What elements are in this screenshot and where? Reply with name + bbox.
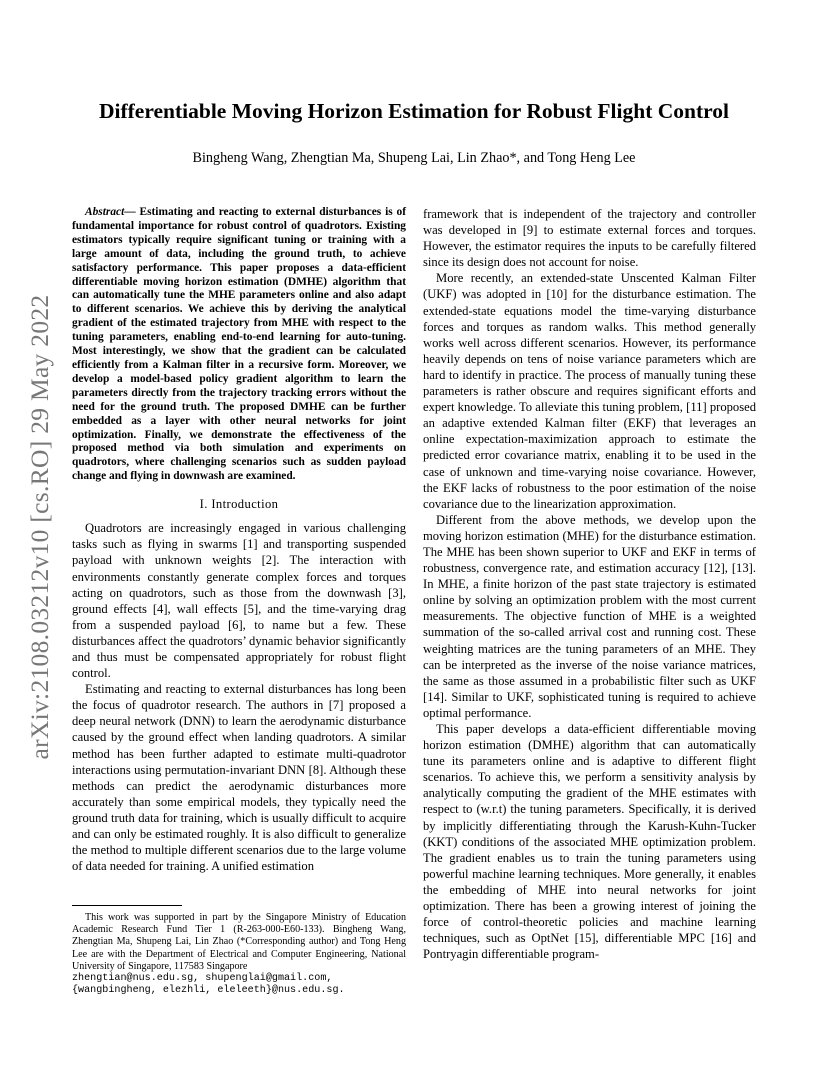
intro-paragraph: Different from the above methods, we develop upon the moving horizon estimation (MHE) for the disturbance estimation. The MHE has been shown superior to UKF and EKF in terms of robustness, convergence rate, and estimation accuracy [12], [13]. In MHE, a finite horizon of the past state trajectory is estimated online by solving an optimization problem with the most current measurements. The objective function of MHE is a weighted summation of the so-called arrival cost and running cost. These weighting matrices are the tuning parameters of an MHE. They can be interpreted as the inverse of the noise variance matrices, the same as those assumed in a probabilistic filter such as UKF [14]. Similar to UKF, sophisticated tuning is required to achieve optimal performance. — [423, 512, 756, 720]
footnote-text: This work was supported in part by the Singapore Ministry of Education Academic Research Fund Tier 1 (R-263-000-E60-133). Bingheng Wang, Zhengtian Ma, Shupeng Lai, Lin Zhao (*Corresponding author) and Tong Heng Lee are with the Department of Electrical and Computer Engineering, National University of Singapore, 117583 Singapore — [72, 912, 406, 972]
footnote-rule — [72, 905, 182, 906]
section-heading-introduction: I. Introduction — [199, 497, 279, 512]
left-column — [72, 206, 406, 874]
right-column — [423, 206, 756, 962]
footnote — [72, 912, 406, 997]
footnote-email-1: zhengtian@nus.edu.sg, shupenglai@gmail.com, — [72, 973, 333, 985]
intro-paragraph: Estimating and reacting to external disturbances has long been the focus of quadrotor research. The authors in [7] proposed a deep neural network (DNN) to learn the aerodynamic disturbance caused by the ground effect when landing quadrotors. A similar method has been further adapted to estimate multi-quadrotor interactions using permutation-invariant DNN [8]. Although these methods can predict the aerodynamic disturbances more accurately than some empirical models, they typically need the ground truth data for training, which is usually difficult to acquire and can only be estimated roughly. It is also difficult to generalize the method to multiple different scenarios due to the large volume of data needed for training. A unified estimation — [72, 682, 406, 874]
arxiv-identifier: arXiv:2108.03212v10 [cs.RO] 29 May 2022 — [25, 294, 54, 760]
intro-paragraph: More recently, an extended-state Unscented Kalman Filter (UKF) was adopted in [10] for the disturbance estimation. The extended-state equations model the time-varying disturbance forces and torques as random walks. This method generally works well across different scenarios. However, its performance heavily depends on tens of noise variance parameters which are hard to identify in practice. The process of manually tuning these parameters is rather obscure and requires significant efforts and expert knowledge. To alleviate this tuning problem, [11] proposed an adaptive extended Kalman filter (EKF) that leverages an online expectation-maximization approach to estimate the predicted error covariance matrix, enabling it to be used in the case of unknown and time-varying noise covariance. However, the EKF lacks of robustness to the poor estimation of the noise covariance due to the linearization approximation. — [423, 271, 756, 511]
author-list: Bingheng Wang, Zhengtian Ma, Shupeng Lai, Lin Zhao*, and Tong Heng Lee — [192, 150, 636, 166]
intro-paragraph: framework that is independent of the trajectory and controller was developed in [9] to estimate external forces and torques. However, the estimator requires the inputs to be carefully filtered since its design does not account for noise. — [423, 207, 756, 270]
abstract-text: — Estimating and reacting to external disturbances is of fundamental importance for robust control of quadrotors. Existing estimators typically require significant tuning or training with a large amount of data, including the ground truth, to achieve satisfactory performance. This paper proposes a data-efficient differentiable moving horizon estimation (DMHE) algorithm that can automatically tune the MHE parameters online and also adapt to different scenarios. We achieve this by deriving the analytical gradient of the estimated trajectory from MHE with respect to the tuning parameters, enabling end-to-end learning for auto-tuning. Most interestingly, we show that the gradient can be calculated efficiently from a Kalman filter in a recursive form. Moreover, we develop a model-based policy gradient algorithm to learn the parameters directly from the trajectory tracking errors without the need for the ground truth. The proposed DMHE can be further embedded as a layer with other neural networks for joint optimization. Finally, we demonstrate the effectiveness of the proposed method via both simulation and experiments on quadrotors, where challenging scenarios such as sudden payload change and flying in downwash are examined. — [72, 206, 406, 483]
paper-title: Differentiable Moving Horizon Estimation for Robust Flight Control — [98, 99, 730, 123]
intro-paragraph: This paper develops a data-efficient differentiable moving horizon estimation (DMHE) algorithm that can automatically tune its parameters online and is adaptive to different flight scenarios. To achieve this, we perform a sensitivity analysis by analytically computing the gradient of the MHE estimates with respect to (w.r.t) the tuning parameters. Specifically, it is derived by implicitly differentiating through the Karush-Kuhn-Tucker (KKT) conditions of the associated MHE optimization problem. The gradient enables us to train the tuning parameters using powerful machine learning techniques. More generally, it enables the embedding of MHE into neural networks for joint optimization. There has been a growing interest of joining the force of control-theoretic policies and machine learning techniques, such as OptNet [15], differentiable MPC [16] and Pontryagin differentiable program- — [423, 722, 756, 962]
footnote-email-2: {wangbingheng, elezhli, eleleeth}@nus.edu.sg. — [72, 985, 345, 997]
arxiv-sidebar — [22, 265, 58, 790]
abstract-lead: Abstract — [85, 206, 125, 218]
abstract — [72, 206, 406, 484]
intro-paragraph: Quadrotors are increasingly engaged in various challenging tasks such as flying in swarms [1] and transporting suspended payload with unknown weights [2]. The interaction with environments constantly generate complex forces and torques acting on quadrotors, such as those from the downwash [3], ground effects [4], wall effects [5], and the time-varying drag from a suspended payload [6], to name but a few. These disturbances affect the quadrotors’ dynamic behavior significantly and thus must be compensated appropriately for robust flight control. — [72, 521, 406, 681]
